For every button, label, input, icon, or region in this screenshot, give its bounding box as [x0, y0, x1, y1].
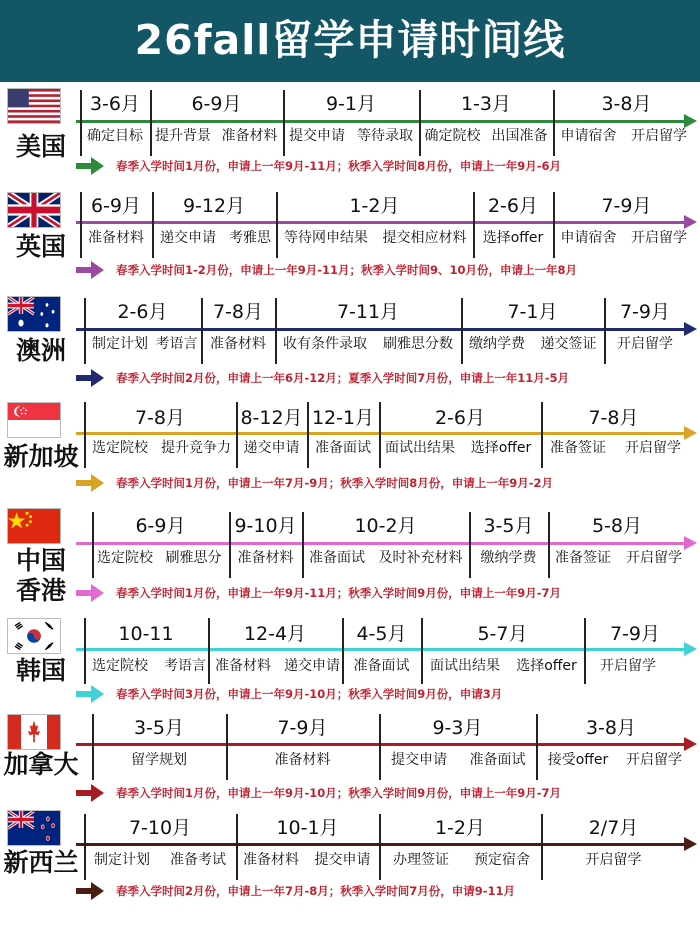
note-arrow-icon: [76, 784, 106, 802]
task-label: 预定宿舍: [474, 852, 530, 868]
period-label: 7-10月: [128, 817, 192, 839]
period-label: 2-6月: [117, 301, 168, 323]
timeline-line: [76, 542, 688, 545]
task-label: 选择offer: [470, 440, 532, 456]
period-label: 7-9月: [601, 195, 652, 217]
task-label: 提交相应材料: [382, 230, 467, 246]
country-name: 英国: [15, 232, 66, 261]
task-label: 选择offer: [482, 230, 544, 246]
period-label: 2/7月: [588, 817, 639, 839]
task-label: 申请宿舍: [560, 128, 617, 144]
task-label: 考语言: [164, 658, 206, 674]
task-label: 提交申请: [391, 752, 447, 768]
task-label: 选择offer: [516, 658, 577, 674]
task-label: 等待网申结果: [284, 230, 368, 246]
note-arrow-icon: [76, 584, 106, 602]
period-label: 7-9月: [609, 623, 661, 645]
period-label: 3-8月: [585, 717, 637, 739]
section-australia: [0, 296, 700, 396]
task-label: 刷雅思分: [165, 550, 222, 566]
timeline-line: [76, 843, 688, 846]
section-canada: [0, 714, 700, 810]
timeline-line: [76, 120, 688, 123]
country-name-line2: 香港: [15, 576, 66, 605]
task-label: 及时补充材料: [378, 550, 463, 566]
period-label: 3-5月: [133, 717, 185, 739]
task-label: 出国准备: [491, 128, 548, 144]
period-label: 10-11: [118, 623, 174, 645]
period-label: 1-2月: [434, 817, 486, 839]
period-label: 7-8月: [134, 407, 186, 429]
period-label: 1-2月: [349, 195, 400, 217]
timeline-line: [76, 648, 688, 651]
section-uk: [0, 192, 700, 290]
note-arrow-icon: [76, 157, 106, 175]
period-label: 5-8月: [591, 515, 643, 537]
task-label: 递交签证: [540, 336, 597, 352]
task-label: 提升竞争力: [161, 440, 231, 456]
country-name: 中国: [15, 546, 66, 575]
period-label: 12-4月: [243, 623, 307, 645]
task-label: 缴纳学费: [480, 550, 537, 566]
task-label: 办理签证: [393, 852, 449, 868]
period-label: 2-6月: [434, 407, 486, 429]
task-label: 准备材料: [215, 658, 271, 674]
period-label: 6-9月: [135, 515, 186, 537]
task-label: 申请宿舍: [560, 230, 617, 246]
task-label: 准备材料: [237, 550, 294, 566]
task-label: 制定计划: [92, 336, 148, 352]
period-label: 7-11月: [336, 301, 400, 323]
task-label: 等待录取: [357, 128, 413, 144]
country-name: 加拿大: [3, 750, 79, 779]
task-label: 制定计划: [94, 852, 150, 868]
task-label: 准备材料: [88, 230, 144, 246]
task-label: 递交申请: [160, 230, 216, 246]
task-label: 确定目标: [87, 128, 143, 144]
period-label: 3-6月: [89, 93, 141, 115]
task-label: 准备材料: [243, 852, 299, 868]
period-label: 9-10月: [234, 515, 297, 537]
intake-note: 春季入学时间1月份，申请上一年9月-11月；秋季入学时间9月份，申请上一年9月-7月: [116, 586, 562, 600]
korea-flag-icon: [7, 618, 61, 654]
task-label: 考雅思: [229, 230, 271, 246]
task-label: 开启留学: [626, 752, 682, 768]
intake-note: 春季入学时间2月份，申请上一年6月-12月；夏季入学时间7月份，申请上一年11月-5月: [116, 371, 570, 385]
section-usa: [0, 88, 700, 186]
task-label: 开启留学: [631, 230, 687, 246]
task-label: 缴纳学费: [469, 336, 525, 352]
period-label: 9-3月: [432, 717, 483, 739]
intake-note: 春季入学时间2月份，申请上一年7月-8月；秋季入学时间7月份，申请9-11月: [116, 884, 516, 898]
task-label: 提升背景: [155, 128, 211, 144]
section-newzealand: [0, 810, 700, 928]
task-label: 面试出结果: [385, 440, 455, 456]
period-label: 10-1月: [276, 817, 339, 839]
intake-note: 春季入学时间1月份，申请上一年9月-10月；秋季入学时间9月份，申请上一年9月-7月: [116, 786, 562, 800]
task-label: 准备签证: [550, 440, 606, 456]
period-label: 8-12月: [240, 407, 303, 429]
task-label: 选定院校: [92, 440, 148, 456]
usa-flag-icon: [7, 88, 61, 124]
period-label: 7-9月: [277, 717, 328, 739]
australia-flag-icon: [7, 296, 61, 332]
period-label: 12-1月: [311, 407, 375, 429]
period-label: 9-1月: [325, 93, 377, 115]
country-name: 新西兰: [3, 848, 79, 877]
task-label: 开启留学: [585, 852, 642, 868]
period-label: 3-5月: [483, 515, 534, 537]
period-label: 1-3月: [460, 93, 512, 115]
note-arrow-icon: [76, 474, 106, 492]
task-label: 准备材料: [210, 336, 266, 352]
intake-note: 春季入学时间1月份，申请上一年9月-11月；秋季入学时间8月份，申请上一年9月-6月: [116, 159, 562, 173]
task-label: 考语言: [155, 336, 198, 352]
canada-flag-icon: [7, 714, 61, 750]
task-label: 选定院校: [92, 658, 148, 674]
period-label: 3-8月: [601, 93, 652, 115]
task-label: 准备签证: [555, 550, 611, 566]
note-arrow-icon: [76, 685, 106, 703]
section-singapore: [0, 402, 700, 502]
section-hongkong: [0, 508, 700, 612]
timeline-line: [76, 743, 688, 746]
task-label: 确定院校: [424, 128, 481, 144]
task-label: 准备面试: [309, 550, 365, 566]
note-arrow-icon: [76, 261, 106, 279]
task-label: 递交申请: [284, 658, 340, 674]
period-label: 4-5月: [356, 623, 407, 645]
timeline-line: [76, 432, 688, 435]
period-label: 7-8月: [212, 301, 264, 323]
period-label: 9-12月: [182, 195, 246, 217]
task-label: 提交申请: [314, 852, 371, 868]
uk-flag-icon: [7, 192, 61, 228]
period-label: 6-9月: [191, 93, 242, 115]
timeline-line: [76, 221, 688, 224]
china-flag-icon: [7, 508, 61, 544]
task-label: 准备面试: [353, 658, 410, 674]
task-label: 开启留学: [626, 550, 682, 566]
period-label: 7-9月: [619, 301, 671, 323]
task-label: 准备考试: [170, 852, 226, 868]
task-label: 开启留学: [631, 128, 687, 144]
intake-note: 春季入学时间1月份，申请上一年7月-9月；秋季入学时间8月份，申请上一年9月-2月: [116, 476, 554, 490]
task-label: 开启留学: [600, 658, 656, 674]
timeline-line: [76, 328, 688, 331]
task-label: 面试出结果: [430, 658, 500, 674]
page-title: 26fall留学申请时间线: [0, 0, 700, 82]
task-label: 准备材料: [274, 752, 331, 768]
task-label: 选定院校: [97, 550, 153, 566]
task-label: 递交申请: [243, 440, 300, 456]
section-korea: [0, 618, 700, 714]
period-label: 10-2月: [354, 515, 417, 537]
newzealand-flag-icon: [7, 810, 61, 846]
country-name: 韩国: [15, 656, 66, 685]
task-label: 留学规划: [131, 752, 187, 768]
task-label: 开启留学: [617, 336, 673, 352]
task-label: 准备面试: [315, 440, 371, 456]
task-label: 提交申请: [289, 128, 345, 144]
period-label: 2-6月: [487, 195, 539, 217]
period-label: 7-1月: [507, 301, 558, 323]
country-name: 新加坡: [3, 442, 79, 471]
task-label: 接受offer: [547, 752, 609, 768]
country-name: 美国: [15, 132, 66, 161]
period-label: 6-9月: [90, 195, 142, 217]
period-label: 7-8月: [588, 407, 639, 429]
intake-note: 春季入学时间1-2月份，申请上一年9月-11月；秋季入学时间9、10月份，申请上一年8月: [116, 263, 578, 277]
country-name: 澳洲: [15, 336, 66, 365]
note-arrow-icon: [76, 369, 106, 387]
intake-note: 春季入学时间3月份，申请上一年9月-10月；秋季入学时间9月份，申请3月: [116, 687, 503, 701]
period-label: 5-7月: [477, 623, 528, 645]
task-label: 准备材料: [221, 128, 278, 144]
note-arrow-icon: [76, 882, 106, 900]
task-label: 开启留学: [625, 440, 681, 456]
task-label: 准备面试: [469, 752, 526, 768]
task-label: 刷雅思分数: [383, 336, 453, 352]
task-label: 收有条件录取: [283, 336, 367, 352]
singapore-flag-icon: [7, 402, 61, 438]
